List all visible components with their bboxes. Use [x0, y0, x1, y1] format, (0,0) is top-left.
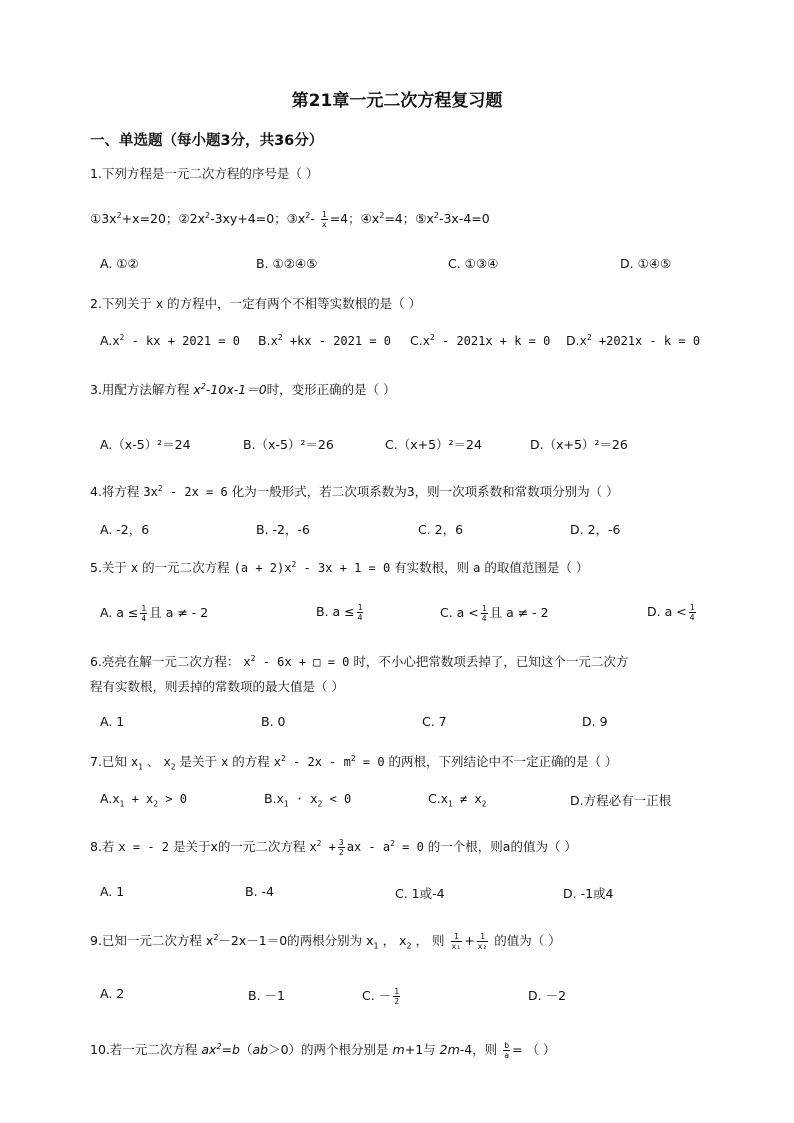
option-a[interactable]: A. 2 — [100, 986, 125, 1001]
option-c[interactable]: $C.x_1 \ne x_2$ — [428, 791, 487, 809]
question-5-stem: 5.关于 x 的一元二次方程 $(a + 2)x^2 - 3x + 1 = 0$ 有实数根，则 a 的取值范围是（ ） — [90, 560, 589, 575]
option-b[interactable]: B. －1 — [248, 988, 285, 1003]
option-c[interactable]: C. a < $\frac{1}{4}$ 且 a ≠ - 2 — [440, 604, 549, 623]
question-8-stem: 8.若 x = - 2 是关于x的一元二次方程 $x^2$ + $\frac{3}{2}$ ax - $a^2 = 0$ 的一个根，则a的值为（ ） — [90, 838, 577, 857]
option-b[interactable]: B. a ≤ $\frac{1}{4}$ — [316, 603, 363, 622]
option-a[interactable]: A. 1 — [100, 884, 125, 899]
option-a[interactable]: A. a ≤ $\frac{1}{4}$ 且 a ≠ - 2 — [100, 604, 209, 623]
option-b[interactable]: B. 0 — [261, 714, 286, 729]
option-b[interactable]: $B.x^2 +kx - 2021 = 0$ — [258, 333, 391, 348]
option-d[interactable]: D. 2，-6 — [570, 522, 621, 537]
question-1-stem: 1.下列方程是一元二次方程的序号是（ ） — [90, 166, 319, 181]
question-7-options — [0, 791, 794, 809]
option-b[interactable]: B. -2，-6 — [256, 522, 310, 537]
question-6-stem-line2: 程有实数根，则丢掉的常数项的最大值是（ ） — [90, 679, 344, 694]
question-1-equations: $①3x^2+x=20$；$②2x^2-3xy+4=0$；$③x^2-$ $\frac{1}{x}$ =4；$④x^2=4$；$⑤x^2-3x-4=0$ — [90, 210, 490, 229]
question-9-stem: 9.已知一元二次方程 $x^2-2x-1=0$的两根分别为 $x_1$ ， $x_2$ ， 则 $\frac{1}{\text{x₁}}$ + $\frac{1}{\text{x₂}}$ 的值为（ ） — [90, 932, 561, 951]
option-d[interactable]: D.方程必有一正根 — [570, 793, 672, 808]
option-d[interactable]: D. ①④⑤ — [620, 256, 672, 271]
question-10-stem: 10.若一元二次方程 $ax^2=b(ab>0)$的两个根分别是 m+1与 2m-4，则 $\frac{b}{a}$ = （ ） — [90, 1041, 556, 1060]
option-d[interactable]: D.（x+5）²＝26 — [530, 437, 628, 452]
question-1-options — [0, 256, 794, 274]
option-a[interactable]: A. -2，6 — [100, 522, 150, 537]
question-3-stem: 3.用配方法解方程 $x^2-10x-1=0$时，变形正确的是（ ） — [90, 381, 396, 397]
question-2-stem: 2.下列关于 x 的方程中，一定有两个不相等实数根的是（ ） — [90, 296, 422, 311]
option-b[interactable]: $B.x_1 \cdot x_2 < 0$ — [264, 791, 352, 809]
option-d[interactable]: $D.x^2 +2021x - k = 0$ — [566, 333, 701, 348]
option-b[interactable]: B. -4 — [245, 884, 274, 899]
question-9-options — [0, 986, 794, 1004]
question-7-stem: 7.已知 $x_1$ 、 $x_2$ 是关于 x 的方程 $x^2 - 2x - m^2 = 0$ 的两根，下列结论中不一定正确的是（ ） — [90, 754, 618, 772]
option-b[interactable]: B.（x-5）²＝26 — [243, 437, 334, 452]
section-heading: 一、单选题（每小题3分，共36分） — [90, 133, 324, 149]
question-4-stem: 4.将方程 $3x^2 - 2x = 6$ 化为一般形式，若二次项系数为3，则一次项系数和常数项分别为（ ） — [90, 484, 619, 499]
question-8-options — [0, 884, 794, 902]
option-c[interactable]: C.（x+5）²＝24 — [385, 437, 482, 452]
option-c[interactable]: C. 7 — [422, 714, 447, 729]
question-6-stem: 6.亮亮在解一元二次方程： $x^2 - 6x$ + □ = 0 时，不小心把常数项丢掉了，已知这个一元二次方 — [90, 654, 629, 669]
option-a[interactable]: $A.x^2$ - kx + 2021 = 0 — [100, 333, 240, 348]
option-c[interactable]: $C.x^2 - 2021x + k = 0$ — [410, 333, 551, 348]
page-title: 第21章一元二次方程复习题 — [291, 91, 503, 111]
question-2-options — [0, 333, 794, 351]
option-c[interactable]: C. 1或-4 — [395, 886, 445, 901]
option-c[interactable]: C. ①③④ — [448, 256, 499, 271]
fraction: $\frac{1}{x}$ — [321, 210, 327, 229]
question-4-options — [0, 520, 794, 538]
option-a[interactable]: A.（x-5）²＝24 — [100, 437, 191, 452]
option-b[interactable]: B. ①②④⑤ — [256, 256, 318, 271]
question-5-options — [0, 603, 794, 621]
option-a[interactable]: A. 1 — [100, 714, 125, 729]
option-a[interactable]: $A.x_1 + x_2 > 0$ — [100, 791, 188, 809]
option-d[interactable]: D. -1或4 — [563, 886, 614, 901]
option-a[interactable]: A. ①② — [100, 256, 139, 271]
question-6-options — [0, 714, 794, 732]
option-d[interactable]: D. －2 — [528, 988, 567, 1003]
option-d[interactable]: D. 9 — [582, 714, 608, 729]
option-d[interactable]: D. a < $\frac{1}{4}$ — [647, 603, 695, 622]
option-c[interactable]: C. 2，6 — [418, 522, 464, 537]
option-c[interactable]: C. － $\frac{1}{2}$ — [362, 987, 400, 1006]
question-3-options — [0, 435, 794, 453]
